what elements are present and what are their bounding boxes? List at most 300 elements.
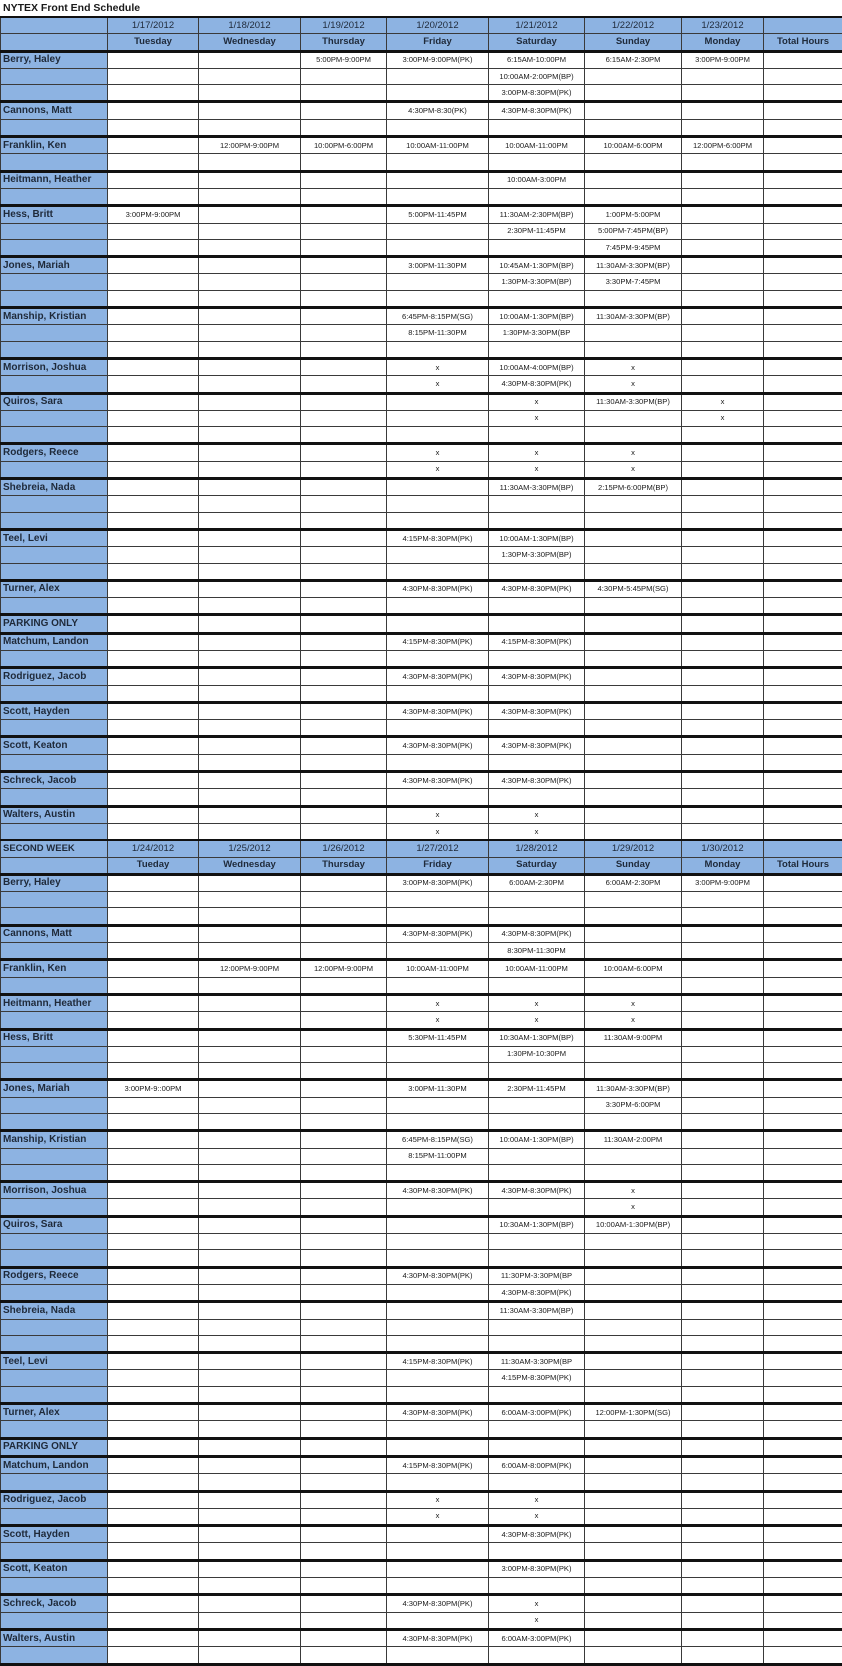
shift-cell[interactable] — [301, 1131, 387, 1148]
shift-cell[interactable]: 12:00PM-6:00PM — [682, 137, 764, 154]
employee-name-cell[interactable]: Schreck, Jacob — [1, 772, 108, 789]
shift-cell[interactable] — [387, 943, 489, 960]
day-header-cell[interactable]: Sunday — [585, 34, 682, 51]
shift-cell[interactable]: x — [387, 461, 489, 478]
total-hours-cell[interactable] — [764, 1046, 842, 1062]
shift-cell[interactable] — [301, 376, 387, 393]
shift-cell[interactable]: 2:30PM-11:45PM — [489, 1080, 585, 1097]
employee-name-blank-cell[interactable] — [1, 720, 108, 737]
shift-cell[interactable] — [489, 754, 585, 771]
shift-cell[interactable] — [387, 615, 489, 633]
shift-cell[interactable] — [199, 1647, 301, 1664]
employee-name-cell[interactable]: Heitmann, Heather — [1, 994, 108, 1011]
shift-cell[interactable] — [585, 1560, 682, 1577]
shift-cell[interactable] — [301, 1302, 387, 1319]
shift-cell[interactable] — [301, 171, 387, 188]
shift-cell[interactable] — [301, 1097, 387, 1113]
date-header-cell[interactable]: 1/21/2012 — [489, 17, 585, 34]
shift-cell[interactable] — [682, 1647, 764, 1664]
shift-cell[interactable] — [585, 1508, 682, 1525]
shift-cell[interactable] — [387, 1234, 489, 1250]
shift-cell[interactable]: 12:00PM-9:00PM — [301, 960, 387, 977]
employee-name-cell[interactable]: Scott, Keaton — [1, 1560, 108, 1577]
shift-cell[interactable] — [585, 1063, 682, 1080]
shift-cell[interactable] — [108, 1612, 199, 1629]
shift-cell[interactable] — [682, 823, 764, 840]
employee-name-blank-cell[interactable] — [1, 650, 108, 667]
shift-cell[interactable] — [199, 1456, 301, 1473]
shift-cell[interactable] — [682, 68, 764, 84]
total-hours-cell[interactable] — [764, 1267, 842, 1284]
employee-name-blank-cell[interactable] — [1, 1199, 108, 1216]
employee-name-blank-cell[interactable] — [1, 754, 108, 771]
shift-cell[interactable] — [585, 615, 682, 633]
date-header-cell[interactable]: 1/28/2012 — [489, 840, 585, 857]
shift-cell[interactable] — [585, 943, 682, 960]
shift-cell[interactable] — [301, 925, 387, 942]
shift-cell[interactable] — [682, 1302, 764, 1319]
shift-cell[interactable]: 11:30AM-2:30PM(BP) — [489, 206, 585, 223]
shift-cell[interactable] — [108, 1216, 199, 1233]
shift-cell[interactable] — [387, 1319, 489, 1335]
employee-name-blank-cell[interactable] — [1, 496, 108, 512]
shift-cell[interactable] — [199, 85, 301, 102]
shift-cell[interactable] — [108, 1012, 199, 1029]
total-hours-cell[interactable] — [764, 290, 842, 307]
total-hours-cell[interactable] — [764, 341, 842, 358]
shift-cell[interactable] — [301, 994, 387, 1011]
shift-cell[interactable]: x — [489, 823, 585, 840]
shift-cell[interactable] — [108, 1404, 199, 1421]
shift-cell[interactable] — [301, 358, 387, 375]
shift-cell[interactable] — [301, 1526, 387, 1543]
shift-cell[interactable] — [199, 376, 301, 393]
employee-name-blank-cell[interactable] — [1, 1164, 108, 1181]
shift-cell[interactable]: 10:00AM-11:00PM — [489, 137, 585, 154]
shift-cell[interactable] — [301, 633, 387, 650]
shift-cell[interactable] — [301, 772, 387, 789]
shift-cell[interactable] — [108, 702, 199, 719]
total-hours-header-blank[interactable] — [764, 17, 842, 34]
total-hours-cell[interactable] — [764, 1421, 842, 1438]
shift-cell[interactable] — [682, 650, 764, 667]
shift-cell[interactable]: 6:00AM-3:00PM(PK) — [489, 1629, 585, 1646]
shift-cell[interactable]: 1:30PM-3:30PM(BP) — [489, 274, 585, 290]
shift-cell[interactable]: 11:30AM-3:30PM(BP) — [585, 393, 682, 410]
employee-name-blank-cell[interactable] — [1, 789, 108, 806]
shift-cell[interactable] — [489, 720, 585, 737]
shift-cell[interactable] — [301, 650, 387, 667]
total-hours-cell[interactable] — [764, 547, 842, 563]
shift-cell[interactable] — [682, 290, 764, 307]
shift-cell[interactable] — [199, 1491, 301, 1508]
shift-cell[interactable] — [682, 1386, 764, 1403]
shift-cell[interactable] — [108, 720, 199, 737]
employee-name-blank-cell[interactable] — [1, 1148, 108, 1164]
total-hours-cell[interactable] — [764, 1335, 842, 1352]
shift-cell[interactable] — [199, 393, 301, 410]
shift-cell[interactable] — [108, 1063, 199, 1080]
shift-cell[interactable] — [199, 1199, 301, 1216]
shift-cell[interactable] — [301, 1046, 387, 1062]
day-header-cell[interactable]: Saturday — [489, 857, 585, 874]
shift-cell[interactable] — [301, 1370, 387, 1386]
shift-cell[interactable] — [489, 1543, 585, 1560]
shift-cell[interactable] — [585, 410, 682, 426]
total-hours-cell[interactable] — [764, 1080, 842, 1097]
shift-cell[interactable] — [301, 1114, 387, 1131]
shift-cell[interactable] — [199, 1543, 301, 1560]
shift-cell[interactable] — [108, 563, 199, 580]
shift-cell[interactable] — [387, 720, 489, 737]
shift-cell[interactable] — [585, 650, 682, 667]
shift-cell[interactable] — [585, 1578, 682, 1595]
shift-cell[interactable] — [108, 1560, 199, 1577]
shift-cell[interactable]: 4:30PM-8:30PM(PK) — [489, 772, 585, 789]
shift-cell[interactable]: 8:15PM-11:00PM — [387, 1148, 489, 1164]
shift-cell[interactable] — [199, 1182, 301, 1199]
shift-cell[interactable] — [199, 1370, 301, 1386]
shift-cell[interactable] — [301, 239, 387, 256]
shift-cell[interactable]: x — [489, 1508, 585, 1525]
employee-name-blank-cell[interactable] — [1, 1508, 108, 1525]
employee-name-blank-cell[interactable] — [1, 461, 108, 478]
shift-cell[interactable] — [199, 737, 301, 754]
shift-cell[interactable]: 11:30AM-3:30PM(BP) — [489, 479, 585, 496]
shift-cell[interactable] — [301, 1647, 387, 1664]
shift-cell[interactable] — [199, 1560, 301, 1577]
shift-cell[interactable] — [108, 51, 199, 68]
shift-cell[interactable] — [585, 1526, 682, 1543]
shift-cell[interactable] — [108, 154, 199, 171]
shift-cell[interactable] — [199, 615, 301, 633]
shift-cell[interactable] — [301, 1080, 387, 1097]
employee-name-cell[interactable]: Quiros, Sara — [1, 393, 108, 410]
employee-name-cell[interactable]: Heitmann, Heather — [1, 171, 108, 188]
shift-cell[interactable] — [301, 1386, 387, 1403]
shift-cell[interactable] — [682, 977, 764, 994]
shift-cell[interactable] — [489, 615, 585, 633]
shift-cell[interactable] — [199, 341, 301, 358]
shift-cell[interactable]: x — [489, 461, 585, 478]
shift-cell[interactable] — [108, 908, 199, 925]
date-header-cell[interactable]: 1/30/2012 — [682, 840, 764, 857]
shift-cell[interactable] — [387, 1097, 489, 1113]
employee-name-cell[interactable]: Rodgers, Reece — [1, 444, 108, 461]
shift-cell[interactable] — [199, 410, 301, 426]
shift-cell[interactable] — [682, 1164, 764, 1181]
day-header-cell[interactable]: Thursday — [301, 857, 387, 874]
shift-cell[interactable] — [108, 823, 199, 840]
shift-cell[interactable]: x — [682, 410, 764, 426]
shift-cell[interactable] — [301, 206, 387, 223]
employee-name-cell[interactable]: Quiros, Sara — [1, 1216, 108, 1233]
shift-cell[interactable] — [387, 892, 489, 908]
shift-cell[interactable] — [108, 874, 199, 891]
total-hours-cell[interactable] — [764, 529, 842, 546]
employee-name-cell[interactable]: Jones, Mariah — [1, 1080, 108, 1097]
shift-cell[interactable] — [199, 1063, 301, 1080]
shift-cell[interactable] — [585, 1421, 682, 1438]
shift-cell[interactable] — [682, 633, 764, 650]
employee-name-blank-cell[interactable] — [1, 1012, 108, 1029]
shift-cell[interactable] — [301, 68, 387, 84]
shift-cell[interactable] — [585, 496, 682, 512]
employee-name-blank-cell[interactable] — [1, 1234, 108, 1250]
shift-cell[interactable]: 11:30AM-3:30PM(BP) — [585, 308, 682, 325]
total-hours-cell[interactable] — [764, 702, 842, 719]
shift-cell[interactable] — [108, 325, 199, 341]
shift-cell[interactable] — [682, 754, 764, 771]
shift-cell[interactable] — [387, 188, 489, 205]
shift-cell[interactable]: 5:00PM-11:45PM — [387, 206, 489, 223]
shift-cell[interactable] — [301, 1029, 387, 1046]
shift-cell[interactable] — [489, 1148, 585, 1164]
shift-cell[interactable] — [108, 444, 199, 461]
shift-cell[interactable] — [199, 479, 301, 496]
shift-cell[interactable] — [682, 206, 764, 223]
shift-cell[interactable]: 10:00AM-4:00PM(BP) — [489, 358, 585, 375]
total-hours-cell[interactable] — [764, 512, 842, 529]
shift-cell[interactable] — [199, 308, 301, 325]
shift-cell[interactable]: x — [585, 358, 682, 375]
shift-cell[interactable] — [489, 1386, 585, 1403]
shift-cell[interactable] — [387, 754, 489, 771]
shift-cell[interactable] — [682, 427, 764, 444]
shift-cell[interactable] — [199, 1629, 301, 1646]
employee-name-cell[interactable]: PARKING ONLY — [1, 1438, 108, 1456]
total-hours-cell[interactable] — [764, 1148, 842, 1164]
total-hours-cell[interactable] — [764, 1508, 842, 1525]
shift-cell[interactable] — [108, 1234, 199, 1250]
shift-cell[interactable] — [108, 137, 199, 154]
shift-cell[interactable] — [387, 563, 489, 580]
total-hours-cell[interactable] — [764, 563, 842, 580]
shift-cell[interactable] — [199, 223, 301, 239]
total-hours-cell[interactable] — [764, 1438, 842, 1456]
shift-cell[interactable] — [108, 1319, 199, 1335]
total-hours-cell[interactable] — [764, 1284, 842, 1301]
shift-cell[interactable] — [585, 1647, 682, 1664]
shift-cell[interactable]: 4:15PM-8:30PM(PK) — [387, 529, 489, 546]
shift-cell[interactable] — [585, 1164, 682, 1181]
shift-cell[interactable] — [682, 461, 764, 478]
shift-cell[interactable] — [199, 908, 301, 925]
shift-cell[interactable] — [108, 1491, 199, 1508]
shift-cell[interactable] — [108, 188, 199, 205]
shift-cell[interactable] — [489, 685, 585, 702]
shift-cell[interactable] — [489, 892, 585, 908]
shift-cell[interactable] — [682, 325, 764, 341]
shift-cell[interactable] — [199, 325, 301, 341]
shift-cell[interactable] — [301, 823, 387, 840]
shift-cell[interactable]: 3:00PM-9:00PM — [682, 874, 764, 891]
shift-cell[interactable] — [682, 925, 764, 942]
shift-cell[interactable] — [108, 650, 199, 667]
shift-cell[interactable] — [489, 598, 585, 615]
shift-cell[interactable] — [682, 1612, 764, 1629]
shift-cell[interactable] — [301, 410, 387, 426]
total-hours-cell[interactable] — [764, 257, 842, 274]
shift-cell[interactable] — [108, 668, 199, 685]
total-hours-cell[interactable] — [764, 1234, 842, 1250]
total-hours-cell[interactable] — [764, 85, 842, 102]
shift-cell[interactable] — [199, 1148, 301, 1164]
employee-name-blank-cell[interactable] — [1, 68, 108, 84]
shift-cell[interactable] — [387, 1199, 489, 1216]
employee-name-blank-cell[interactable] — [1, 892, 108, 908]
shift-cell[interactable]: 10:30AM-1:30PM(BP) — [489, 1029, 585, 1046]
employee-name-blank-cell[interactable] — [1, 1421, 108, 1438]
shift-cell[interactable] — [682, 239, 764, 256]
shift-cell[interactable] — [199, 633, 301, 650]
shift-cell[interactable] — [682, 772, 764, 789]
shift-cell[interactable] — [108, 685, 199, 702]
shift-cell[interactable] — [682, 274, 764, 290]
shift-cell[interactable] — [301, 1063, 387, 1080]
shift-cell[interactable]: x — [387, 994, 489, 1011]
shift-cell[interactable]: 4:30PM-8:30PM(PK) — [387, 1267, 489, 1284]
shift-cell[interactable] — [199, 496, 301, 512]
shift-cell[interactable] — [682, 598, 764, 615]
shift-cell[interactable] — [489, 1063, 585, 1080]
employee-name-blank-cell[interactable] — [1, 274, 108, 290]
shift-cell[interactable] — [301, 1560, 387, 1577]
shift-cell[interactable] — [108, 1647, 199, 1664]
total-hours-cell[interactable] — [764, 1063, 842, 1080]
shift-cell[interactable]: 6:15AM-2:30PM — [585, 51, 682, 68]
shift-cell[interactable] — [199, 1216, 301, 1233]
week-label[interactable] — [1, 17, 108, 34]
shift-cell[interactable] — [489, 1335, 585, 1352]
shift-cell[interactable]: 4:30PM-8:30PM(PK) — [489, 376, 585, 393]
shift-cell[interactable] — [682, 1335, 764, 1352]
shift-cell[interactable] — [682, 1438, 764, 1456]
shift-cell[interactable] — [387, 290, 489, 307]
shift-cell[interactable]: 10:00AM-2:00PM(BP) — [489, 68, 585, 84]
shift-cell[interactable] — [682, 1250, 764, 1267]
shift-cell[interactable] — [682, 1063, 764, 1080]
shift-cell[interactable] — [301, 444, 387, 461]
shift-cell[interactable] — [682, 358, 764, 375]
employee-name-blank-cell[interactable] — [1, 512, 108, 529]
shift-cell[interactable] — [585, 1491, 682, 1508]
shift-cell[interactable] — [682, 341, 764, 358]
shift-cell[interactable]: 3:00PM-9::00PM — [108, 1080, 199, 1097]
shift-cell[interactable] — [585, 737, 682, 754]
total-hours-cell[interactable] — [764, 1302, 842, 1319]
shift-cell[interactable] — [585, 720, 682, 737]
shift-cell[interactable] — [682, 994, 764, 1011]
total-hours-cell[interactable] — [764, 1370, 842, 1386]
date-header-cell[interactable]: 1/20/2012 — [387, 17, 489, 34]
employee-name-blank-cell[interactable] — [1, 1335, 108, 1352]
shift-cell[interactable] — [489, 496, 585, 512]
shift-cell[interactable] — [108, 1046, 199, 1062]
shift-cell[interactable]: 5:00PM-9:00PM — [301, 51, 387, 68]
shift-cell[interactable] — [301, 188, 387, 205]
shift-cell[interactable]: 3:00PM-9:00PM(PK) — [387, 51, 489, 68]
employee-name-blank-cell[interactable] — [1, 598, 108, 615]
shift-cell[interactable]: x — [387, 823, 489, 840]
shift-cell[interactable] — [585, 1629, 682, 1646]
shift-cell[interactable] — [489, 1114, 585, 1131]
shift-cell[interactable] — [199, 892, 301, 908]
total-hours-header-blank[interactable] — [764, 840, 842, 857]
total-hours-cell[interactable] — [764, 892, 842, 908]
employee-name-blank-cell[interactable] — [1, 1046, 108, 1062]
shift-cell[interactable] — [585, 1250, 682, 1267]
employee-name-blank-cell[interactable] — [1, 290, 108, 307]
shift-cell[interactable] — [585, 1267, 682, 1284]
employee-name-blank-cell[interactable] — [1, 1647, 108, 1664]
shift-cell[interactable] — [489, 1421, 585, 1438]
shift-cell[interactable]: 11:30AM-2:00PM — [585, 1131, 682, 1148]
shift-cell[interactable] — [585, 806, 682, 823]
shift-cell[interactable] — [682, 1267, 764, 1284]
shift-cell[interactable]: x — [387, 1491, 489, 1508]
shift-cell[interactable] — [199, 668, 301, 685]
shift-cell[interactable]: 4:30PM-8:30PM(PK) — [489, 702, 585, 719]
shift-cell[interactable] — [585, 512, 682, 529]
shift-cell[interactable] — [199, 1097, 301, 1113]
shift-cell[interactable] — [682, 1543, 764, 1560]
shift-cell[interactable] — [489, 154, 585, 171]
shift-cell[interactable] — [585, 892, 682, 908]
shift-cell[interactable] — [387, 1386, 489, 1403]
shift-cell[interactable] — [108, 1284, 199, 1301]
shift-cell[interactable] — [301, 119, 387, 136]
shift-cell[interactable] — [301, 1438, 387, 1456]
shift-cell[interactable]: 11:30AM-9:00PM — [585, 1029, 682, 1046]
shift-cell[interactable] — [199, 1012, 301, 1029]
shift-cell[interactable] — [199, 51, 301, 68]
shift-cell[interactable] — [682, 479, 764, 496]
total-hours-cell[interactable] — [764, 1404, 842, 1421]
shift-cell[interactable] — [199, 1164, 301, 1181]
shift-cell[interactable] — [682, 1284, 764, 1301]
shift-cell[interactable]: 11:30AM-3:30PM(BP) — [585, 257, 682, 274]
shift-cell[interactable] — [682, 1234, 764, 1250]
shift-cell[interactable] — [301, 874, 387, 891]
corner-cell[interactable] — [1, 857, 108, 874]
shift-cell[interactable] — [301, 1335, 387, 1352]
employee-name-blank-cell[interactable] — [1, 823, 108, 840]
employee-name-blank-cell[interactable] — [1, 563, 108, 580]
shift-cell[interactable]: 10:00AM-6:00PM — [585, 137, 682, 154]
shift-cell[interactable]: x — [387, 376, 489, 393]
shift-cell[interactable] — [199, 529, 301, 546]
shift-cell[interactable] — [585, 789, 682, 806]
shift-cell[interactable] — [387, 1370, 489, 1386]
total-hours-cell[interactable] — [764, 789, 842, 806]
shift-cell[interactable] — [108, 1456, 199, 1473]
employee-name-blank-cell[interactable] — [1, 1284, 108, 1301]
total-hours-cell[interactable] — [764, 461, 842, 478]
shift-cell[interactable]: 4:30PM-8:30PM(PK) — [387, 925, 489, 942]
shift-cell[interactable]: 11:30AM-3:30PM(BP) — [585, 1080, 682, 1097]
shift-cell[interactable]: x — [489, 1595, 585, 1612]
shift-cell[interactable] — [301, 702, 387, 719]
shift-cell[interactable] — [108, 1578, 199, 1595]
shift-cell[interactable] — [682, 1560, 764, 1577]
date-header-cell[interactable]: 1/26/2012 — [301, 840, 387, 857]
shift-cell[interactable] — [199, 994, 301, 1011]
total-hours-cell[interactable] — [764, 1012, 842, 1029]
total-hours-cell[interactable] — [764, 444, 842, 461]
shift-cell[interactable]: 3:00PM-9:00PM — [108, 206, 199, 223]
day-header-cell[interactable]: Wednesday — [199, 34, 301, 51]
